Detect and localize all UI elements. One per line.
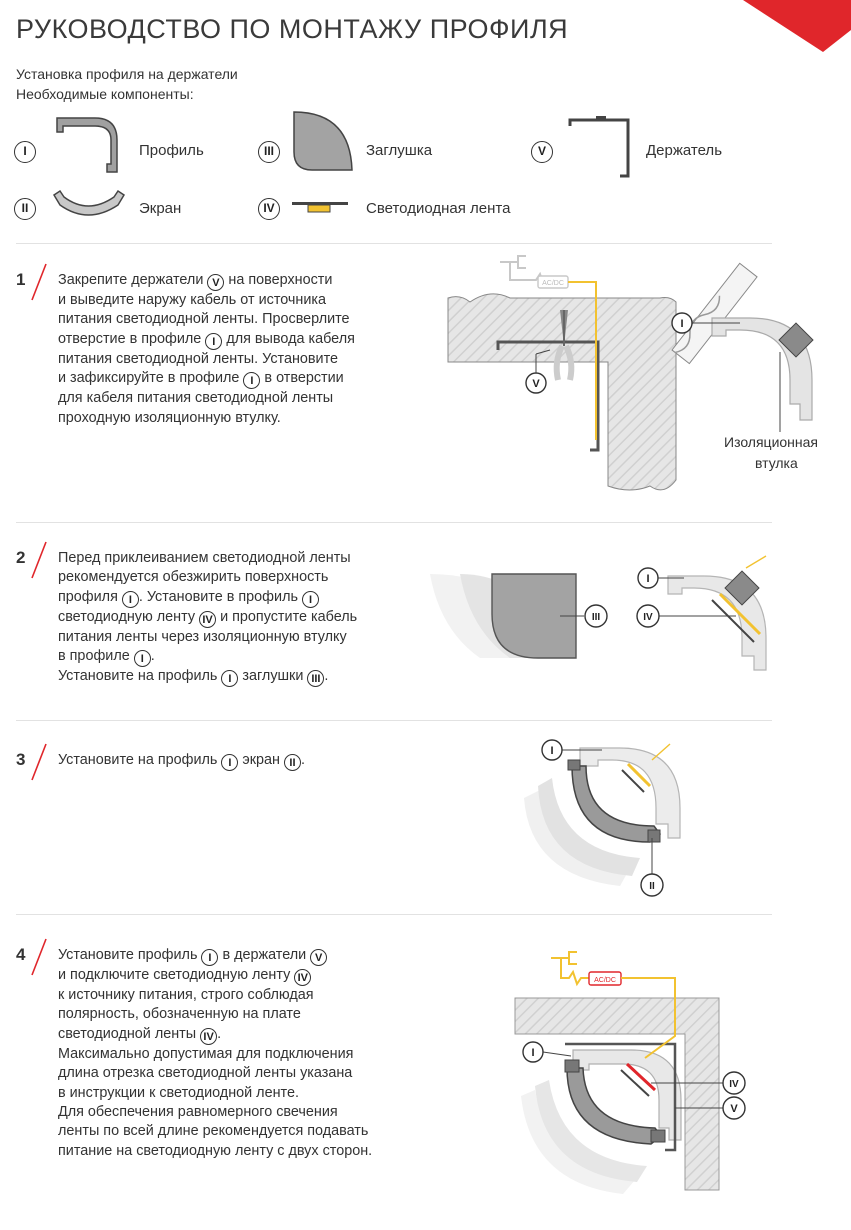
step-4-text [58,946,428,1161]
component-label-led-strip: Светодиодная лента [366,200,511,217]
screen-icon [50,187,126,223]
roman-badge: I [221,670,238,687]
end-cap-icon [292,110,356,172]
divider [16,243,772,244]
svg-text:V: V [730,1103,738,1115]
step-text-line: Максимально допустимая для подключения [58,1045,354,1062]
step-text-line: светодиодную ленту IV и пропустите кабель [58,608,358,626]
step-3-number: 3 [16,750,26,769]
corner-accent-shape [743,0,851,60]
step-text-line: Установите профиль I в держатели V [58,946,428,966]
divider [16,522,772,523]
led-strip-icon [290,200,350,216]
page-title: РУКОВОДСТВО ПО МОНТАЖУ ПРОФИЛЯ [16,14,569,44]
roman-badge: I [221,754,238,771]
step-text-line: проходную изоляционную втулку. [58,409,281,426]
svg-text:V: V [532,378,540,390]
step-text-line: и выведите наружу кабель от источника [58,292,327,308]
roman-badge: V [207,274,224,291]
step-3-diagram [520,730,700,900]
step-4-diagram [505,940,765,1200]
svg-text:AC/DC: AC/DC [542,280,564,287]
svg-text:I: I [680,318,684,330]
profile-icon [55,114,125,176]
step-text-line: ленты по всей длине рекомендуется подавать [58,1123,369,1140]
step-text-line: питания ленты через изоляционную втулку [58,628,347,645]
step-1-number: 1 [16,270,26,289]
step-text-line: для кабеля питания светодиодной ленты [58,390,334,407]
roman-badge: V [310,949,327,966]
component-roman-iv: IV [258,197,280,220]
component-label-profile: Профиль [139,142,204,159]
step-2-number: 2 [16,548,26,567]
roman-badge: IV [199,611,216,628]
step-text-line: Установите на профиль I экран II . [58,752,305,769]
step-text-line: светодиодной ленты IV . [58,1025,222,1043]
roman-badge: I [243,372,260,389]
step-text-line: и зафиксируйте в профиле I в отверстии [58,370,344,388]
step-4-number: 4 [16,945,26,964]
roman-badge: I [302,591,319,608]
roman-badge: I [122,591,139,608]
svg-text:IV: IV [643,612,653,623]
step-text-line: Для обеспечения равномерного свечения [58,1104,338,1121]
step-text-line: и подключите светодиодную ленту IV [58,966,428,986]
sleeve-label-2: втулка [755,455,798,471]
sleeve-label-1: Изоляционная [724,434,819,450]
step-1-text [58,271,428,428]
step-text-line: Закрепите держатели V на поверхности [58,272,333,289]
step-slash [30,262,48,302]
roman-badge: I [205,333,222,350]
svg-text:I: I [646,573,650,585]
step-text-line: питания светодиодной ленты. Просверлите [58,311,350,328]
intro-line-1: Установка профиля на держатели [16,66,238,82]
step-text-line: Перед приклеиванием светодиодной ленты [58,550,351,566]
svg-text:I: I [550,745,554,757]
step-text-line: полярность, обозначенную на плате [58,1006,301,1023]
svg-text:II: II [649,881,655,892]
step-text-line: профиля I . Установите в профиль I [58,588,428,608]
step-text-line: рекомендуется обезжирить поверхность [58,569,329,586]
roman-badge: II [284,754,301,771]
component-roman-iii: III [258,140,280,163]
divider [16,914,772,915]
step-text-line: в инструкции к светодиодной ленте. [58,1084,299,1101]
svg-text:AC/DC: AC/DC [594,977,616,984]
component-label-screen: Экран [139,200,182,217]
step-text-line: длина отрезка светодиодной ленты указана [58,1065,353,1082]
component-label-holder: Держатель [646,142,723,159]
step-text-line: в профиле I . [58,648,155,666]
roman-badge: I [201,949,218,966]
step-text-line: к источнику питания, строго соблюдая [58,987,314,1003]
step-2-text [58,549,428,687]
step-slash [30,742,48,782]
intro-line-2: Необходимые компоненты: [16,86,194,102]
step-2-diagram [420,560,820,690]
svg-text:IV: IV [729,1079,739,1090]
component-roman-v: V [531,140,553,163]
step-slash [30,540,48,580]
holder-icon [566,114,636,180]
roman-badge: IV [294,969,311,986]
step-text-line: Установите на профиль I заглушки III . [58,668,329,686]
step-3-text [58,751,428,771]
roman-badge: I [134,650,151,667]
component-label-end-cap: Заглушка [366,142,433,159]
component-roman-ii: II [14,197,36,220]
component-roman-i: I [14,140,36,163]
roman-badge: IV [200,1028,217,1045]
step-slash [30,937,48,977]
svg-text:III: III [591,612,601,623]
divider [16,720,772,721]
roman-badge: III [307,670,324,687]
svg-text:I: I [531,1047,535,1059]
step-text-line: отверстие в профиле I для вывода кабеля [58,330,355,348]
step-text-line: питание на светодиодную ленту с двух сторон. [58,1142,373,1159]
step-text-line: питания светодиодной ленты. Установите [58,350,339,367]
